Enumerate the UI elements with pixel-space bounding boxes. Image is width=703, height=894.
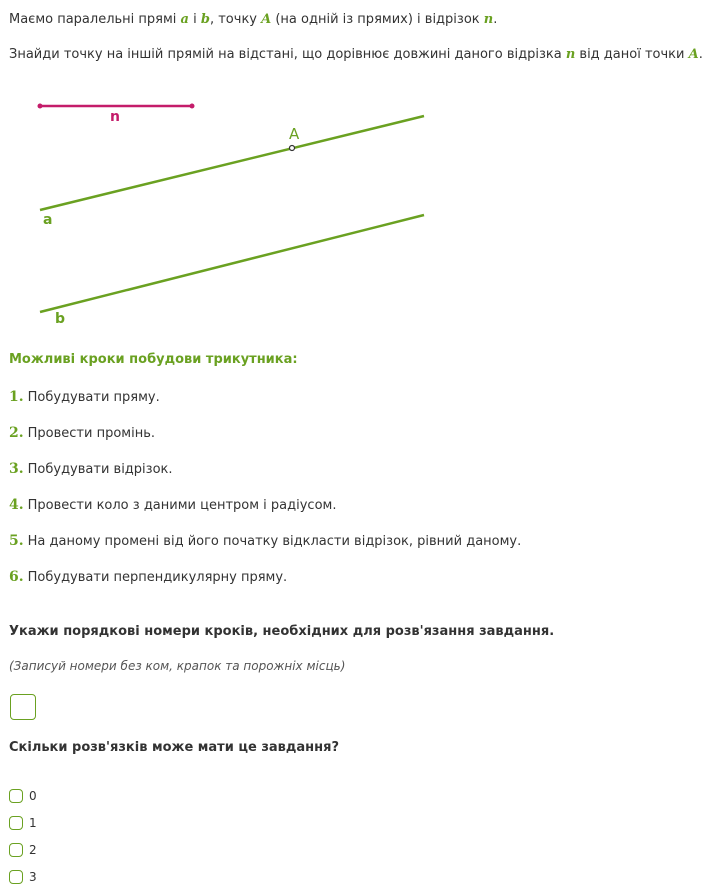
var-b: b [200, 12, 210, 27]
var-A: A [261, 12, 272, 27]
point-A-label: A [289, 125, 300, 143]
option-3[interactable]: 3 [9, 869, 37, 885]
step-item-5: 5. На даному промені від його початку відкласти відрізок, рівний даному. [9, 533, 522, 549]
checkbox-option-3[interactable] [9, 870, 23, 884]
line-a [40, 116, 424, 210]
checkbox-option-2[interactable] [9, 843, 23, 857]
question-2-prompt: Скільки розв'язків може мати це завдання? [9, 740, 340, 755]
var-a: a [180, 12, 189, 27]
option-2[interactable]: 2 [9, 842, 37, 858]
var-n: n [483, 12, 494, 27]
step-item-6: 6. Побудувати перпендикулярну пряму. [9, 569, 288, 585]
intro-line-1: Маємо паралельні прямі a і b, точку A (на одній із прямих) і відрізок n. [9, 12, 498, 27]
checkbox-option-1[interactable] [9, 816, 23, 830]
question-1-hint: (Записуй номери без ком, крапок та порожніх місць) [9, 659, 346, 673]
step-item-1: 1. Побудувати пряму. [9, 389, 160, 405]
line-b-label: b [55, 311, 66, 327]
intro-line-2: Знайди точку на іншій прямій на відстані, що дорівнює довжині даного відрізка n від даної точки A. [9, 47, 703, 62]
option-0[interactable]: 0 [9, 788, 37, 804]
segment-n-start-point [38, 104, 43, 109]
steps-title: Можливі кроки побудови трикутника: [9, 352, 298, 367]
answer-input[interactable] [10, 694, 36, 720]
question-1-prompt: Укажи порядкові номери кроків, необхідних для розв'язання завдання. [9, 624, 555, 639]
line-b [40, 215, 424, 312]
geometry-figure [0, 85, 440, 335]
step-item-4: 4. Провести коло з даними центром і радіусом. [9, 497, 337, 513]
point-A [290, 146, 295, 151]
step-item-3: 3. Побудувати відрізок. [9, 461, 173, 477]
segment-n-end-point [190, 104, 195, 109]
segment-n-label: n [110, 109, 120, 125]
var-A-2: A [688, 47, 699, 62]
option-1[interactable]: 1 [9, 815, 37, 831]
step-item-2: 2. Провести промінь. [9, 425, 155, 441]
checkbox-option-0[interactable] [9, 789, 23, 803]
line-a-label: a [43, 212, 53, 228]
var-n-2: n [565, 47, 576, 62]
